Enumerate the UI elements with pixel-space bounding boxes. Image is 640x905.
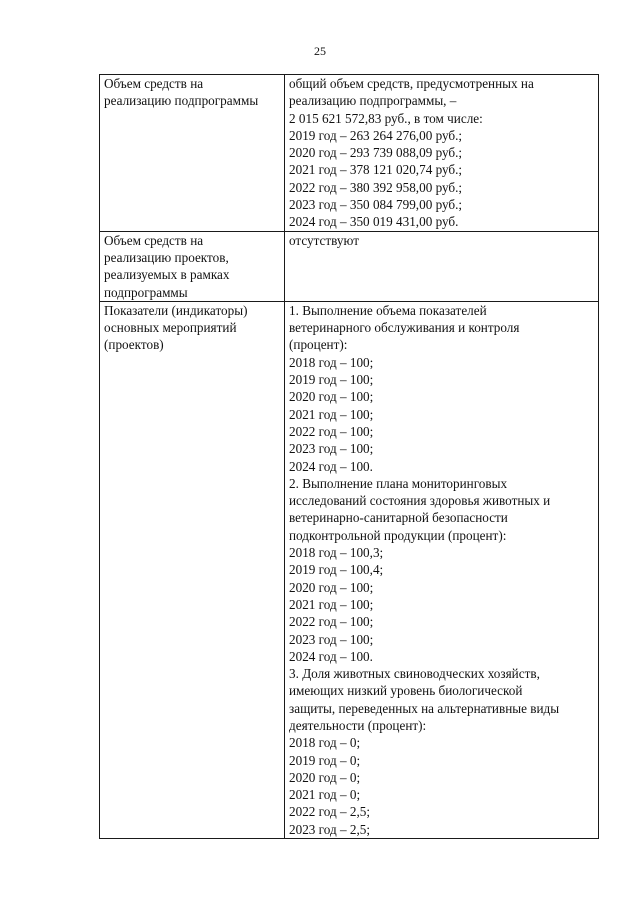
value-line: деятельности (процент): xyxy=(289,717,427,733)
value-line: 2023 год – 100; xyxy=(289,631,374,647)
value-line: 2 015 621 572,83 руб., в том числе: xyxy=(289,110,483,126)
row-label-cell xyxy=(100,301,285,838)
row-value-cell xyxy=(285,231,599,301)
value-line: ветеринарно-санитарной безопасности xyxy=(289,510,508,526)
projects-funding-row xyxy=(100,231,599,301)
value-line: отсутствуют xyxy=(289,232,359,248)
label-line: подпрограммы xyxy=(104,284,188,300)
label-line: реализацию подпрограммы xyxy=(104,93,259,109)
value-line: 2. Выполнение плана мониторинговых xyxy=(289,475,508,491)
indicators-row xyxy=(100,301,599,838)
page-number: 25 xyxy=(314,44,326,58)
value-line: реализацию подпрограммы, – xyxy=(289,93,457,109)
value-line: 2020 год – 100; xyxy=(289,389,374,405)
table-body xyxy=(100,75,599,839)
value-line: 2022 год – 100; xyxy=(289,614,374,630)
label-line: реализуемых в рамках xyxy=(104,267,230,283)
row-label-cell xyxy=(100,75,285,232)
label-line: Показатели (индикаторы) xyxy=(104,302,248,318)
value-line: 2019 год – 100; xyxy=(289,372,374,388)
value-line: 2018 год – 0; xyxy=(289,735,361,751)
value-line: 2024 год – 350 019 431,00 руб. xyxy=(289,214,459,230)
funding-row xyxy=(100,75,599,232)
value-line: 2019 год – 263 264 276,00 руб.; xyxy=(289,127,463,143)
value-line: 2021 год – 378 121 020,74 руб.; xyxy=(289,162,463,178)
row-label-cell xyxy=(100,231,285,301)
value-line: 2020 год – 0; xyxy=(289,769,361,785)
row-value-cell xyxy=(285,75,599,232)
value-line: подконтрольной продукции (процент): xyxy=(289,527,507,543)
label-line: (проектов) xyxy=(104,337,164,353)
label-line: основных мероприятий xyxy=(104,320,237,336)
value-line: 2018 год – 100,3; xyxy=(289,545,384,561)
value-line: 2021 год – 100; xyxy=(289,406,374,422)
value-line: 2022 год – 2,5; xyxy=(289,804,371,820)
value-line: (процент): xyxy=(289,337,348,353)
value-line: 2020 год – 293 739 088,09 руб.; xyxy=(289,145,463,161)
value-line: 2024 год – 100. xyxy=(289,648,373,664)
value-line: 2021 год – 100; xyxy=(289,596,374,612)
value-line: 2023 год – 100; xyxy=(289,441,374,457)
value-line: 2022 год – 380 392 958,00 руб.; xyxy=(289,179,463,195)
value-line: общий объем средств, предусмотренных на xyxy=(289,76,534,91)
label-line: Объем средств на xyxy=(104,76,204,91)
value-line: 2022 год – 100; xyxy=(289,423,374,439)
row-value-cell xyxy=(285,301,599,838)
value-line: 2023 год – 350 084 799,00 руб.; xyxy=(289,197,463,213)
value-line: 1. Выполнение объема показателей xyxy=(289,302,487,318)
value-line: 2019 год – 0; xyxy=(289,752,361,768)
value-line: 2021 год – 0; xyxy=(289,787,361,803)
value-line: 2018 год – 100; xyxy=(289,354,374,370)
label-line: Объем средств на xyxy=(104,232,204,248)
value-line: защиты, переведенных на альтернативные виды xyxy=(289,700,560,716)
value-line: 2024 год – 100. xyxy=(289,458,373,474)
value-line: 2019 год – 100,4; xyxy=(289,562,384,578)
value-line: 3. Доля животных свиноводческих хозяйств, xyxy=(289,666,540,682)
value-line: 2023 год – 2,5; xyxy=(289,821,371,837)
subprogram-passport-table xyxy=(99,74,599,839)
value-line: 2020 год – 100; xyxy=(289,579,374,595)
label-line: реализацию проектов, xyxy=(104,249,229,265)
value-line: ветеринарного обслуживания и контроля xyxy=(289,320,520,336)
value-line: имеющих низкий уровень биологической xyxy=(289,683,523,699)
value-line: исследований состояния здоровья животных и xyxy=(289,493,551,509)
